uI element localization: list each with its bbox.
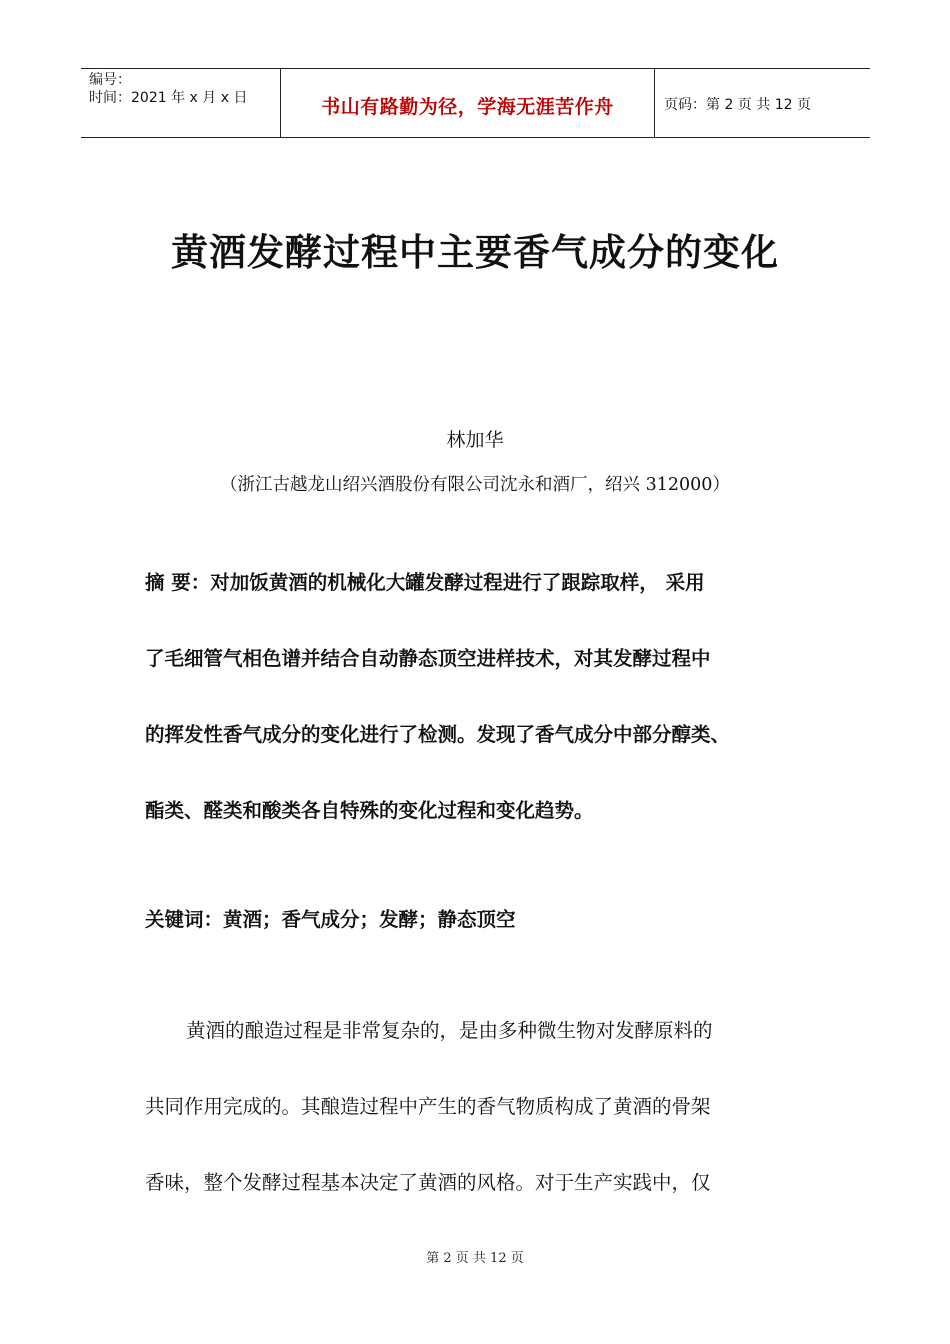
abstract-line: 摘 要：对加饭黄酒的机械化大罐发酵过程进行了跟踪取样， 采用 xyxy=(145,571,705,594)
body-line: 黄酒的酿造过程是非常复杂的，是由多种微生物对发酵原料的 xyxy=(186,1019,713,1042)
body-line: 共同作用完成的。其酿造过程中产生的香气物质构成了黄酒的骨架 xyxy=(145,1095,711,1118)
abstract xyxy=(145,564,825,868)
body-line: 香味，整个发酵过程基本决定了黄酒的风格。对于生产实践中，仅 xyxy=(145,1171,711,1194)
header-page-info: 页码：第 2 页 共 12 页 xyxy=(664,97,811,113)
keywords: 关键词：黄酒；香气成分；发酵；静态顶空 xyxy=(145,908,516,931)
author-affiliation: （浙江古越龙山绍兴酒股份有限公司沈永和酒厂，绍兴 312000） xyxy=(220,475,730,495)
header-motto-cell xyxy=(281,69,655,137)
motto-text: 书山有路勤为径，学海无涯苦作舟 xyxy=(321,95,614,118)
document-header xyxy=(81,68,870,138)
serial-number-label: 编号： xyxy=(89,72,131,88)
document-title: 黄酒发酵过程中主要香气成分的变化 xyxy=(171,231,779,274)
header-meta-cell xyxy=(81,69,281,137)
header-page-cell xyxy=(655,69,870,137)
author-name: 林加华 xyxy=(446,429,504,451)
abstract-line: 酯类、醛类和酸类各自特殊的变化过程和变化趋势。 xyxy=(145,799,594,822)
date-label: 时间：2021 年 x 月 x 日 xyxy=(89,90,248,106)
abstract-line: 了毛细管气相色谱并结合自动静态顶空进样技术，对其发酵过程中 xyxy=(145,647,711,670)
page-footer: 第 2 页 共 12 页 xyxy=(426,1251,524,1266)
body-paragraph xyxy=(145,1012,825,1240)
abstract-line: 的挥发性香气成分的变化进行了检测。发现了香气成分中部分醇类、 xyxy=(145,723,731,746)
